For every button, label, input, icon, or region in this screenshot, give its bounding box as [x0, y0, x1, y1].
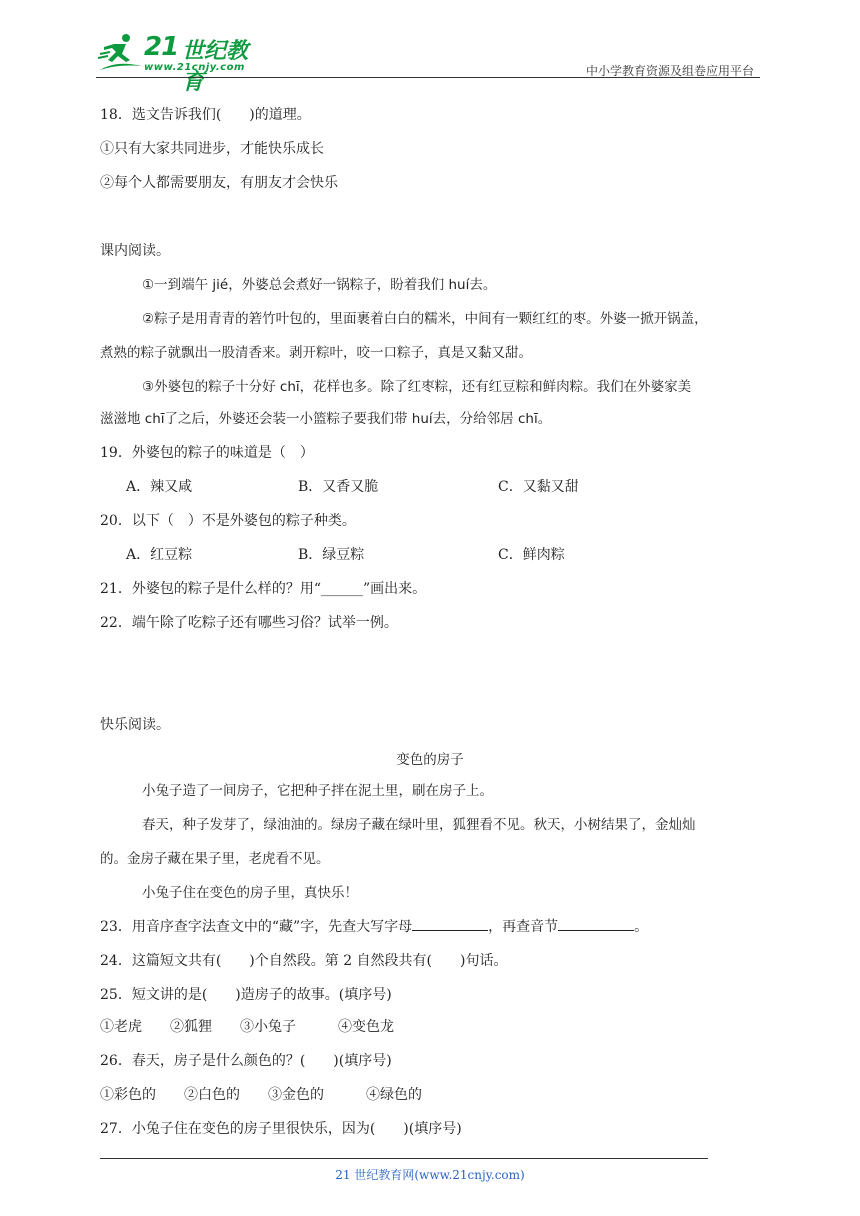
story-paragraph-3: 小兔子住在变色的房子里，真快乐！ [142, 885, 358, 901]
site-logo[interactable] [96, 30, 266, 95]
question-19-option-c: C．又黏又甜 [498, 479, 579, 495]
question-18-option-2: ②每个人都需要朋友，有朋友才会快乐 [100, 175, 338, 191]
page-header [96, 30, 760, 95]
section-heading-in-class-reading: 课内阅读。 [100, 243, 170, 259]
question-19-option-a: A．辣又咸 [126, 479, 193, 495]
logo-url: www.21cnjy.com [144, 62, 245, 73]
question-19: 19．外婆包的粽子的味道是（ ） [100, 445, 314, 461]
question-21: 21．外婆包的粽子是什么样的？用“______”画出来。 [100, 581, 427, 597]
question-18: 18．选文告诉我们( )的道理。 [100, 107, 311, 123]
question-25-options: ①老虎 ②狐狸 ③小兔子 ④变色龙 [100, 1019, 394, 1035]
question-24: 24．这篇短文共有( )个自然段。第 2 自然段共有( )句话。 [100, 953, 508, 969]
story-title: 变色的房子 [396, 752, 464, 768]
story-paragraph-2-line-2: 的。金房子藏在果子里，老虎看不见。 [100, 851, 330, 867]
question-20-option-c: C．鲜肉粽 [498, 547, 565, 563]
footer-link[interactable]: 21 世纪教育网(www.21cnjy.com) [335, 1168, 525, 1182]
runner-icon [96, 30, 144, 76]
question-26: 26．春天，房子是什么颜色的？( )(填序号) [100, 1053, 392, 1069]
question-23-text-1: 23．用音序查字法查文中的“藏”字，先查大写字母 [100, 919, 413, 935]
question-18-option-1: ①只有大家共同进步，才能快乐成长 [100, 141, 324, 157]
question-19-option-b: B．又香又脆 [298, 479, 379, 495]
logo-text: 世纪教育 [182, 39, 249, 95]
section-heading-happy-reading: 快乐阅读。 [100, 717, 170, 733]
question-26-options: ①彩色的 ②白色的 ③金色的 ④绿色的 [100, 1087, 422, 1103]
question-20: 20．以下（ ）不是外婆包的粽子种类。 [100, 513, 356, 529]
header-divider [96, 77, 760, 78]
story-paragraph-2-line-1: 春天，种子发芽了，绿油油的。绿房子藏在绿叶里，狐狸看不见。秋天，小树结果了，金灿灿 [142, 817, 696, 833]
passage-paragraph-3-line-2: 滋滋地 chī了之后，外婆还会装一小篮粽子要我们带 huí去，分给邻居 chī。 [100, 411, 552, 427]
answer-blank-letter[interactable] [412, 918, 488, 931]
question-20-option-b: B．绿豆粽 [298, 547, 365, 563]
passage-paragraph-1: ①一到端午 jié，外婆总会煮好一锅粽子，盼着我们 huí去。 [142, 277, 497, 293]
question-20-option-a: A．红豆粽 [126, 547, 193, 563]
question-25: 25．短文讲的是( )造房子的故事。(填序号) [100, 987, 392, 1003]
logo-number: 21 [144, 32, 179, 62]
answer-blank-syllable[interactable] [558, 918, 634, 931]
question-23-text-3: 。 [634, 919, 649, 935]
question-23-text-2: ，再查音节 [488, 919, 559, 935]
story-paragraph-1: 小兔子造了一间房子，它把种子拌在泥土里，刷在房子上。 [142, 783, 493, 799]
question-27: 27．小兔子住在变色的房子里很快乐，因为( )(填序号) [100, 1121, 462, 1137]
passage-paragraph-2-line-2: 煮熟的粽子就飘出一股清香来。剥开粽叶，咬一口粽子，真是又黏又甜。 [100, 345, 532, 361]
passage-paragraph-2-line-1: ②粽子是用青青的箬竹叶包的，里面裹着白白的糯米，中间有一颗红红的枣。外婆一掀开锅盖， [142, 311, 708, 327]
question-22: 22．端午除了吃粽子还有哪些习俗？试举一例。 [100, 615, 398, 631]
question-23 [100, 918, 648, 936]
platform-name: 中小学教育资源及组卷应用平台 [585, 64, 754, 78]
footer-divider [100, 1158, 708, 1159]
passage-paragraph-3-line-1: ③外婆包的粽子十分好 chī，花样也多。除了红枣粽，还有红豆粽和鲜肉粽。我们在外婆家美 [142, 379, 692, 395]
